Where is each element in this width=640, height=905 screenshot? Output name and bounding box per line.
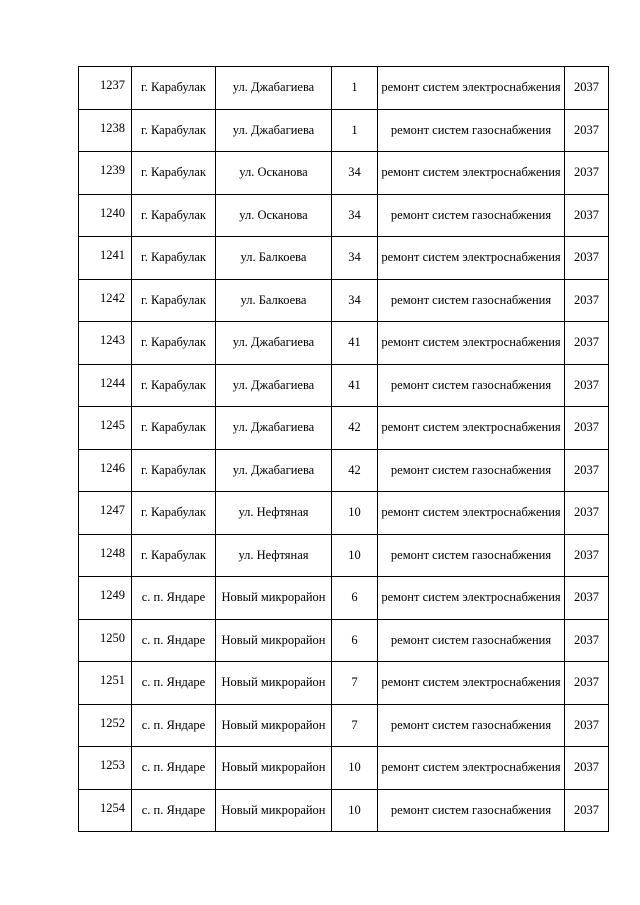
- house-number-cell: 1: [332, 109, 378, 152]
- row-number: 1237: [79, 67, 132, 110]
- row-number: 1247: [79, 492, 132, 535]
- street-cell: ул. Нефтяная: [216, 492, 332, 535]
- table-row: [79, 194, 609, 237]
- settlement-cell: г. Карабулак: [132, 322, 216, 365]
- house-number-cell: 41: [332, 364, 378, 407]
- settlement-cell: г. Карабулак: [132, 534, 216, 577]
- work-type-cell: ремонт систем электроснабжения: [378, 492, 565, 535]
- work-type-cell: ремонт систем электроснабжения: [378, 662, 565, 705]
- settlement-cell: г. Карабулак: [132, 237, 216, 280]
- house-number-cell: 10: [332, 747, 378, 790]
- row-number: 1241: [79, 237, 132, 280]
- year-cell: 2037: [565, 662, 609, 705]
- settlement-cell: г. Карабулак: [132, 407, 216, 450]
- street-cell: Новый микрорайон: [216, 662, 332, 705]
- street-cell: Новый микрорайон: [216, 704, 332, 747]
- street-cell: ул. Джабагиева: [216, 449, 332, 492]
- street-cell: Новый микрорайон: [216, 619, 332, 662]
- table-row: [79, 747, 609, 790]
- settlement-cell: г. Карабулак: [132, 67, 216, 110]
- house-number-cell: 42: [332, 449, 378, 492]
- row-number: 1253: [79, 747, 132, 790]
- work-type-cell: ремонт систем газоснабжения: [378, 109, 565, 152]
- street-cell: ул. Осканова: [216, 194, 332, 237]
- row-number: 1252: [79, 704, 132, 747]
- street-cell: ул. Джабагиева: [216, 109, 332, 152]
- year-cell: 2037: [565, 747, 609, 790]
- settlement-cell: с. п. Яндаре: [132, 577, 216, 620]
- street-cell: ул. Осканова: [216, 152, 332, 195]
- settlement-cell: г. Карабулак: [132, 109, 216, 152]
- street-cell: ул. Нефтяная: [216, 534, 332, 577]
- table-row: [79, 407, 609, 450]
- year-cell: 2037: [565, 152, 609, 195]
- table-row: [79, 704, 609, 747]
- street-cell: Новый микрорайон: [216, 747, 332, 790]
- year-cell: 2037: [565, 322, 609, 365]
- row-number: 1250: [79, 619, 132, 662]
- work-type-cell: ремонт систем электроснабжения: [378, 747, 565, 790]
- year-cell: 2037: [565, 407, 609, 450]
- house-number-cell: 7: [332, 662, 378, 705]
- work-type-cell: ремонт систем газоснабжения: [378, 364, 565, 407]
- year-cell: 2037: [565, 577, 609, 620]
- work-type-cell: ремонт систем газоснабжения: [378, 279, 565, 322]
- row-number: 1240: [79, 194, 132, 237]
- house-number-cell: 6: [332, 619, 378, 662]
- row-number: 1244: [79, 364, 132, 407]
- row-number: 1251: [79, 662, 132, 705]
- house-number-cell: 6: [332, 577, 378, 620]
- work-type-cell: ремонт систем газоснабжения: [378, 534, 565, 577]
- settlement-cell: с. п. Яндаре: [132, 662, 216, 705]
- year-cell: 2037: [565, 492, 609, 535]
- street-cell: ул. Джабагиева: [216, 407, 332, 450]
- house-number-cell: 42: [332, 407, 378, 450]
- row-number: 1254: [79, 789, 132, 832]
- street-cell: ул. Джабагиева: [216, 67, 332, 110]
- work-type-cell: ремонт систем газоснабжения: [378, 619, 565, 662]
- house-number-cell: 10: [332, 534, 378, 577]
- settlement-cell: с. п. Яндаре: [132, 619, 216, 662]
- street-cell: Новый микрорайон: [216, 789, 332, 832]
- house-number-cell: 10: [332, 492, 378, 535]
- house-number-cell: 10: [332, 789, 378, 832]
- house-number-cell: 34: [332, 237, 378, 280]
- house-number-cell: 34: [332, 279, 378, 322]
- settlement-cell: г. Карабулак: [132, 152, 216, 195]
- row-number: 1245: [79, 407, 132, 450]
- table-row: [79, 619, 609, 662]
- work-type-cell: ремонт систем электроснабжения: [378, 152, 565, 195]
- settlement-cell: с. п. Яндаре: [132, 704, 216, 747]
- street-cell: ул. Джабагиева: [216, 322, 332, 365]
- settlement-cell: г. Карабулак: [132, 194, 216, 237]
- work-type-cell: ремонт систем электроснабжения: [378, 577, 565, 620]
- table-body: [79, 67, 609, 832]
- year-cell: 2037: [565, 109, 609, 152]
- year-cell: 2037: [565, 619, 609, 662]
- house-number-cell: 41: [332, 322, 378, 365]
- year-cell: 2037: [565, 789, 609, 832]
- settlement-cell: с. п. Яндаре: [132, 789, 216, 832]
- table-row: [79, 152, 609, 195]
- year-cell: 2037: [565, 194, 609, 237]
- repair-schedule-table: [78, 66, 609, 832]
- row-number: 1238: [79, 109, 132, 152]
- year-cell: 2037: [565, 364, 609, 407]
- table-row: [79, 109, 609, 152]
- work-type-cell: ремонт систем газоснабжения: [378, 704, 565, 747]
- settlement-cell: г. Карабулак: [132, 449, 216, 492]
- work-type-cell: ремонт систем электроснабжения: [378, 67, 565, 110]
- house-number-cell: 34: [332, 194, 378, 237]
- table-row: [79, 322, 609, 365]
- table-row: [79, 534, 609, 577]
- year-cell: 2037: [565, 237, 609, 280]
- row-number: 1249: [79, 577, 132, 620]
- row-number: 1248: [79, 534, 132, 577]
- row-number: 1243: [79, 322, 132, 365]
- table-row: [79, 492, 609, 535]
- table-row: [79, 789, 609, 832]
- row-number: 1239: [79, 152, 132, 195]
- table-row: [79, 449, 609, 492]
- work-type-cell: ремонт систем электроснабжения: [378, 407, 565, 450]
- street-cell: Новый микрорайон: [216, 577, 332, 620]
- work-type-cell: ремонт систем электроснабжения: [378, 322, 565, 365]
- year-cell: 2037: [565, 279, 609, 322]
- row-number: 1242: [79, 279, 132, 322]
- house-number-cell: 1: [332, 67, 378, 110]
- table-row: [79, 237, 609, 280]
- year-cell: 2037: [565, 67, 609, 110]
- settlement-cell: г. Карабулак: [132, 492, 216, 535]
- house-number-cell: 34: [332, 152, 378, 195]
- row-number: 1246: [79, 449, 132, 492]
- table-row: [79, 279, 609, 322]
- street-cell: ул. Балкоева: [216, 279, 332, 322]
- street-cell: ул. Балкоева: [216, 237, 332, 280]
- table-row: [79, 577, 609, 620]
- work-type-cell: ремонт систем газоснабжения: [378, 789, 565, 832]
- table-row: [79, 364, 609, 407]
- work-type-cell: ремонт систем газоснабжения: [378, 449, 565, 492]
- work-type-cell: ремонт систем газоснабжения: [378, 194, 565, 237]
- settlement-cell: г. Карабулак: [132, 364, 216, 407]
- table-row: [79, 67, 609, 110]
- table-row: [79, 662, 609, 705]
- year-cell: 2037: [565, 534, 609, 577]
- work-type-cell: ремонт систем электроснабжения: [378, 237, 565, 280]
- year-cell: 2037: [565, 449, 609, 492]
- settlement-cell: с. п. Яндаре: [132, 747, 216, 790]
- settlement-cell: г. Карабулак: [132, 279, 216, 322]
- house-number-cell: 7: [332, 704, 378, 747]
- street-cell: ул. Джабагиева: [216, 364, 332, 407]
- year-cell: 2037: [565, 704, 609, 747]
